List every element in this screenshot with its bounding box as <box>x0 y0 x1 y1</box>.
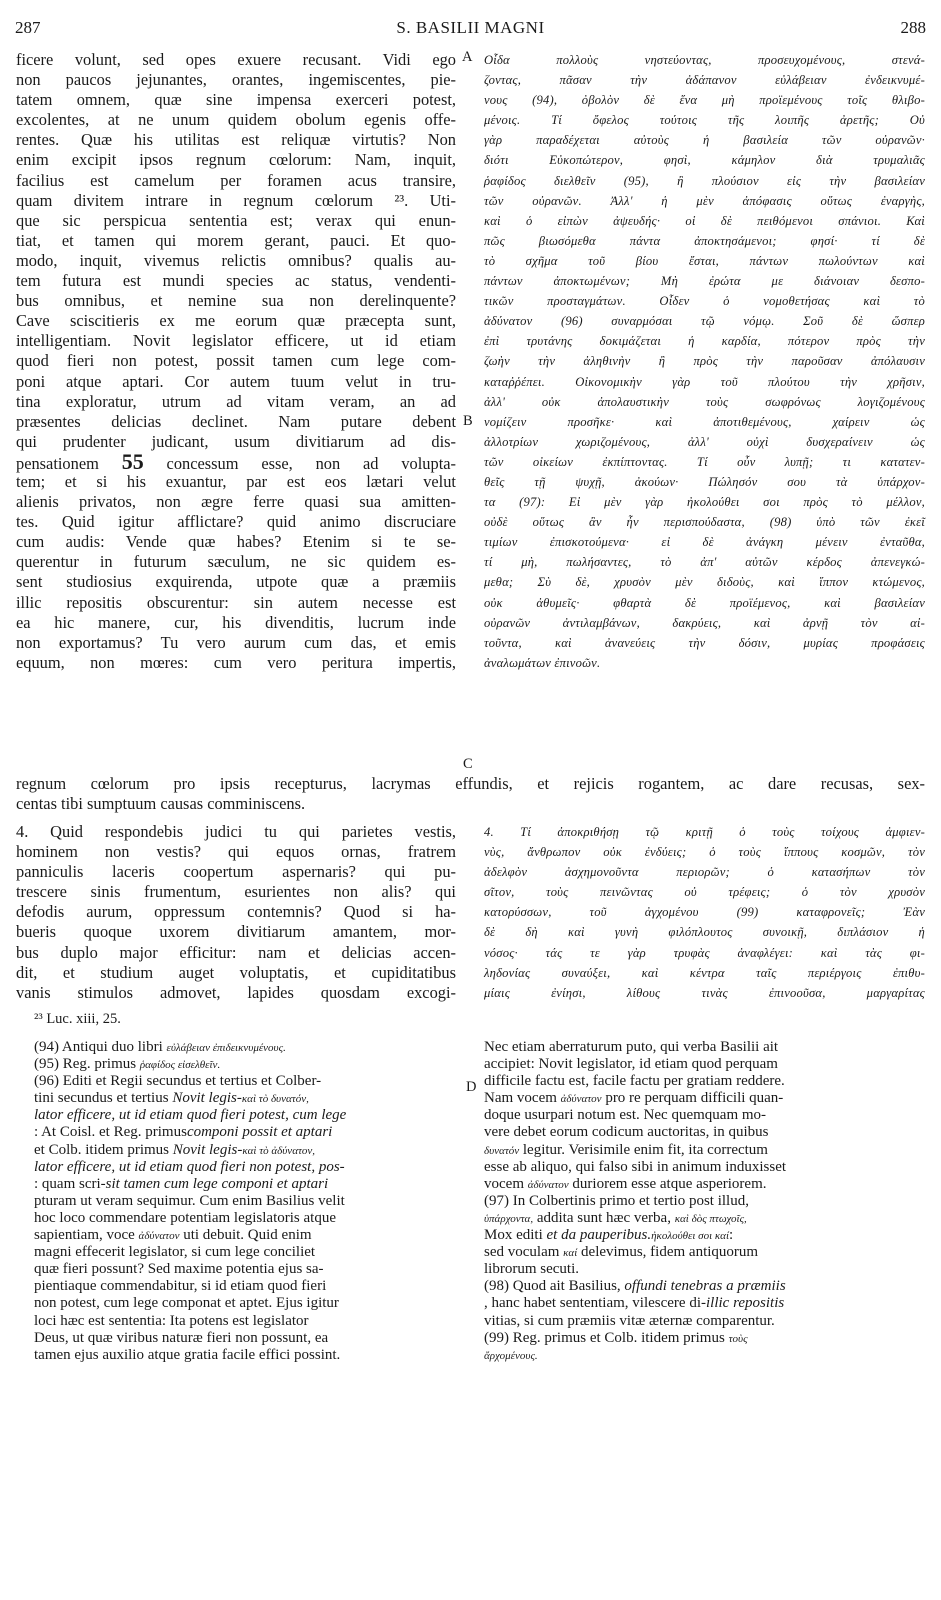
margin-letter-a: A <box>462 49 473 65</box>
latin-sec4-line: bueris quoque uxorem divitiarum amantem, mor- <box>16 922 456 942</box>
note-italic: lator efficere, ut id etiam quod fieri non potest, pos- <box>34 1158 345 1175</box>
note-text: vitias, si cum præmiis vitæ æternæ comparentur. <box>484 1312 775 1329</box>
note-text: accipiet: Novit legislator, id etiam quod perquam <box>484 1056 778 1073</box>
note-text: doque usurpari notum est. Nec quemquam mo- <box>484 1107 767 1124</box>
greek-line: ἀναλωμάτων ἐπινοῶν. <box>484 655 601 670</box>
latin-sec4-line: hominem non vestis? qui equos ornas, fratrem <box>16 842 456 862</box>
notes-left-column <box>34 1039 456 1364</box>
latin-line: equum, non mœres: cum vero peritura impertis, <box>16 652 456 672</box>
note-line <box>34 1330 456 1347</box>
note-italic: illic repositis <box>706 1295 785 1312</box>
latin-line: tem; et si his exuantur, par est eos lætari velut <box>16 471 456 491</box>
note-italic: offundi tenebras a præmiis <box>624 1278 786 1295</box>
greek-line: ῥαφίδος διελθεῖν (95), ἢ πλούσιον εἰς τὴν βασιλείαν <box>484 173 925 188</box>
latin-sec4-line: defodis aurum, oppressum contemnis? Quod si ha- <box>16 902 456 922</box>
note-text: (96) Editi et Regii secundus et tertius et Colber- <box>34 1073 322 1090</box>
latin-sec4-line: 4. Quid respondebis judici tu qui parietes vestis, <box>16 822 456 841</box>
note-line <box>484 1295 925 1312</box>
note-line <box>484 1347 925 1364</box>
latin-line: quam divitem intrare in regnum cœlorum ²³. Uti- <box>16 190 456 210</box>
note-line <box>34 1124 456 1141</box>
greek-sec4-line: κατορύσσων, τοῦ ἀγχομένου (99) καταφρονεῖς; Ἐὰν <box>484 905 925 920</box>
latin-line: bus omnibus, et nemine sua non derelinquente? <box>16 291 456 311</box>
greek-line: διότι Εὐκοπώτερον, φησὶ, κάμηλον διὰ τρυμαλιᾶς <box>484 153 925 168</box>
latin-line: Cave sciscitieris ex me eorum quæ præcepta sunt, <box>16 311 456 331</box>
greek-line: νους (94), ὀβολὸν δὲ ἕνα μὴ προϊεμένους τοῖς θλιβο- <box>484 93 925 108</box>
footnote-23: ²³ Luc. xiii, 25. <box>34 1011 121 1027</box>
note-text: , hanc habet sententiam, vilescere di- <box>484 1295 706 1312</box>
note-line <box>34 1107 456 1124</box>
latin-sec4-line: bus duplo major efficitur: nam et delicias accen- <box>16 942 456 962</box>
note-text: esse ab aliquo, qui falso sibi in animum induxisset <box>484 1158 787 1175</box>
note-text: Mox editi <box>484 1227 547 1244</box>
running-title: S. BASILII MAGNI <box>396 18 545 37</box>
greek-line: γὰρ παραδέχεται αὐτοὺς ἡ βασιλεία τῶν οὐρανῶν· <box>484 133 925 148</box>
note-text: : At Coisl. et Reg. primus <box>34 1124 187 1141</box>
note-greek: ἀδύνατον <box>527 1178 569 1191</box>
column-number: 55 <box>121 448 144 474</box>
note-line <box>34 1056 456 1073</box>
latin-line: sent studiosius exquirenda, utpote quæ a præmiis <box>16 572 456 592</box>
note-text: et Colb. itidem primus <box>34 1141 173 1158</box>
latin-line: ea hic manere, cur, his divenditis, lucrum inde <box>16 612 456 632</box>
note-line <box>34 1347 456 1364</box>
page-number-right: 288 <box>900 18 926 37</box>
note-text: sapientiam, voce <box>34 1227 139 1244</box>
note-greek: τοὺς <box>728 1332 748 1345</box>
latin-line: qui prudenter judicant, usum divitiarum ad dis- <box>16 431 456 451</box>
note-line <box>34 1227 456 1244</box>
greek-line: νομίζειν προσῆκε· καὶ ἀποτιθεμένους, χαίρειν ὡς <box>484 414 925 429</box>
latin-line: que sic perspicua sententia est; verax qui enun- <box>16 210 456 230</box>
greek-line: πῶς βιωσόμεθα πάντα ἀποκτησάμενοι; φησί· τί δὲ <box>484 233 925 248</box>
note-greek: ἠκολούθει σοι καί <box>651 1230 730 1243</box>
greek-sec4-line: μίαις ἐνίησι, λίθους τινὰς ἐπινοοῦσα, μαργαρίτας <box>484 985 925 1000</box>
margin-letter-d: D <box>466 1079 477 1095</box>
latin-column-upper <box>16 50 456 673</box>
note-text: tini secundus et tertius <box>34 1090 173 1107</box>
note-greek: καί <box>563 1247 578 1260</box>
note-line <box>484 1124 925 1141</box>
note-text: legitur. Verisimile enim fit, ita correctum <box>519 1141 768 1158</box>
note-line <box>484 1210 925 1227</box>
greek-line: οὐρανῶν ἀντιλαμβάνων, δακρύεις, καὶ ἀρνῇ τὸν αἰ- <box>484 615 925 630</box>
greek-line: τιμίων ἐπισκοτούμενα· εἰ δὲ ἀνάγκη μένειν ἐνταῦθα, <box>484 535 925 550</box>
note-line <box>34 1244 456 1261</box>
note-text: vere debet eorum codicum auctoritas, in quibus <box>484 1124 769 1141</box>
notes-right-column <box>484 1039 925 1364</box>
note-text: pro re perquam difficili quan- <box>601 1090 784 1107</box>
note-text: non potest, cum lege componat et aptet. Ejus igitur <box>34 1295 339 1312</box>
greek-sec4-line: σῖτον, τοὺς πεινῶντας οὐ τρέφεις; ὁ τὸν χρυσὸν <box>484 885 925 900</box>
note-text: Deus, ut quæ viribus naturæ fieri non possunt, ea <box>34 1329 329 1346</box>
greek-line: καταῤῥέπει. Οἰκονομικὴν γὰρ τοῦ πλούτου τὴν χρῆσιν, <box>484 374 925 389</box>
greek-line: Οἶδα πολλοὺς νηστεύοντας, προσευχομένους, στενά- <box>484 53 925 67</box>
greek-line: πάντων ἀποκτωμένων; Μὴ ἐρώτα με διάνοιαν δεσπο- <box>484 274 925 289</box>
note-line <box>34 1159 456 1176</box>
latin-line <box>16 448 456 474</box>
latin-line: quod fieri non potest, possit tamen cum lege com- <box>16 351 456 371</box>
page-number-left: 287 <box>15 18 41 37</box>
latin-line: excolentes, at ne unum quidem obolum egenis offe- <box>16 110 456 130</box>
latin-line-text: pensationem <box>16 453 122 473</box>
note-text: vocem <box>484 1175 528 1192</box>
greek-line: καὶ ὁ εἰπὼν ἀψευδής· οἱ δὲ πειθόμενοι σπάνιοι. Καὶ <box>484 213 925 228</box>
note-text: uti debuit. Quid enim <box>179 1227 312 1244</box>
greek-sec4-line: 4. Τί ἀποκριθήσῃ τῷ κριτῇ ὁ τοὺς τοίχους ἀμφιεν- <box>484 825 925 839</box>
greek-line: ζωὴν τὴν ἀληθινὴν ἢ πρὸς τὴν παροῦσαν ἀπόλαυσιν <box>484 354 925 369</box>
latin-section-4 <box>16 822 456 1003</box>
note-line <box>484 1313 925 1330</box>
note-line <box>34 1193 456 1210</box>
greek-line: ἀδύνατον (96) συναρμόσαι τῷ νόμῳ. Σοῦ δὲ ὥσπερ <box>484 314 925 329</box>
latin-sec4-line: panniculis laceris coopertum aspernaris? qui pu- <box>16 862 456 882</box>
latin-line: tina exploratur, utrum ad vitam veram, an ad <box>16 391 456 411</box>
greek-section-4 <box>484 822 925 1003</box>
greek-column-upper <box>484 50 925 673</box>
note-text: delevimus, fidem antiquorum <box>577 1244 759 1261</box>
note-line <box>484 1142 925 1159</box>
note-line <box>484 1330 925 1347</box>
note-text: quæ fieri possunt? Sed maxime potentia ejus sa- <box>34 1261 324 1278</box>
note-line <box>484 1073 925 1090</box>
note-greek: ἄρχομένους. <box>484 1349 538 1362</box>
note-text: sed voculam <box>484 1244 564 1261</box>
note-line <box>484 1244 925 1261</box>
note-text: (98) Quod ait Basilius, <box>484 1278 625 1295</box>
latin-line: querentur in futurum sæculum, ne sic quidem es- <box>16 552 456 572</box>
note-greek: καὶ τὸ δυνατόν, <box>241 1093 309 1106</box>
note-italic: sit tamen cum lege componi et aptari <box>105 1175 329 1192</box>
latin-line: tem futura est mundi species ac status, vendenti- <box>16 271 456 291</box>
latin-line: tes. Quid igitur afflictare? quid animo discruciare <box>16 512 456 532</box>
note-line <box>34 1176 456 1193</box>
note-italic: lator efficere, ut id etiam quod fieri potest, cum lege <box>34 1107 347 1124</box>
latin-line: facilius est camelum per foramen acus transire, <box>16 170 456 190</box>
note-text: Nam vocem <box>484 1090 561 1107</box>
greek-line: οὐκ ἀθυμεῖς· φθαρτὰ δὲ προϊέμενος, καὶ βασιλείαν <box>484 595 925 610</box>
greek-line: οὐδὲ οὕτως ἂν ἦν περισπούδαστα, (98) ὑπὸ τῶν ἐκεῖ <box>484 515 925 530</box>
latin-line: ficere volunt, sed opes exuere recusant. Vidi ego <box>16 50 456 69</box>
note-text: : quam scri- <box>34 1175 106 1192</box>
latin-line: poni atque aptari. Cor autem tuum velut in tru- <box>16 371 456 391</box>
note-line <box>484 1227 925 1244</box>
margin-letter-b: B <box>463 413 473 429</box>
latin-line: præsentes delicias declinet. Nam putare debent <box>16 411 456 431</box>
latin-full-width <box>16 774 925 814</box>
note-text: pturam ut veram sequimur. Cum enim Basilius velit <box>34 1192 345 1209</box>
note-text: addita sunt hæc verba, <box>533 1209 675 1226</box>
note-text: librorum secuti. <box>484 1261 579 1278</box>
note-text: hoc loco commendare potentiam legislatoris atque <box>34 1209 336 1226</box>
latin-line: rentes. Quæ his utilitas est reliquæ virtutis? Non <box>16 130 456 150</box>
note-line <box>34 1073 456 1090</box>
greek-sec4-line: νὺς, ἄνθρωπον οὐκ ἐνδύεις; ὁ τοὺς ἵππους κοσμῶν, τὸν <box>484 845 925 860</box>
note-italic: componi possit et aptari <box>186 1124 333 1141</box>
margin-letter-c: C <box>463 756 473 772</box>
note-italic: Novit legis- <box>172 1141 243 1158</box>
greek-line: ἐπὶ τρυτάνης δοκιμάζεται ἡ καρδία, πότερον πρὸς τὴν <box>484 334 925 349</box>
note-text: duriorem esse atque asperiorem. <box>568 1175 767 1192</box>
note-line <box>484 1039 925 1056</box>
note-line <box>484 1159 925 1176</box>
greek-line: ζοντας, πᾶσαν τὴν ἀδάπανον εὐλάβειαν ἐνδεικνυμέ- <box>484 73 925 88</box>
note-line <box>34 1039 456 1056</box>
latin-full-line: regnum cœlorum pro ipsis recepturus, lacrymas effundis, et rejicis rogantem, ac dare recusas, sex- <box>16 774 925 793</box>
note-text: pientiaque commendabitur, si id etiam quod fieri <box>34 1278 327 1295</box>
latin-line: enim excipit ipsos regnum cœlorum: Nam, inquit, <box>16 150 456 170</box>
note-greek: εὐλάβειαν ἐπιδεικνυμένους. <box>166 1042 286 1054</box>
running-header <box>15 18 926 44</box>
note-italic: Novit legis- <box>172 1090 242 1107</box>
latin-line: non paucos jejunantes, orantes, ingemiscentes, pie- <box>16 70 456 90</box>
note-greek: καὶ δὸς πτωχοῖς, <box>674 1212 747 1225</box>
note-line <box>484 1261 925 1278</box>
greek-line: θεῖς τῇ ψυχῇ, ἀκούων· Πώλησόν σου τὰ ὑπάρχον- <box>484 474 925 489</box>
note-text: (97) In Colbertinis primo et tertio post illud, <box>484 1192 749 1209</box>
note-text: (94) Antiqui duo libri <box>34 1039 167 1055</box>
greek-line: ἀλλοτρίων χωριζομένους, ἀλλ' οὐχὶ δυσχεραίνειν ὡς <box>484 434 925 449</box>
greek-line: μεθα; Σὺ δὲ, χρυσὸν μὲν διδοὺς, καὶ ἵππον κτώμενος, <box>484 575 925 590</box>
note-greek: δυνατόν <box>484 1144 520 1157</box>
note-line <box>34 1313 456 1330</box>
note-text: magni effecerit legislator, si cum lege conciliet <box>34 1244 316 1261</box>
note-line <box>34 1142 456 1159</box>
latin-sec4-line: dit, et studium auget voluptatis, et cupiditatibus <box>16 962 456 982</box>
note-line <box>34 1261 456 1278</box>
latin-line-text: concessum esse, non ad volupta- <box>143 453 456 473</box>
greek-line: τῶν οἰκείων ἐκπίπτοντας. Τί οὖν λυπῇ; τι κατατεν- <box>484 454 925 469</box>
note-text: loci hæc est sententia: Ita potens est legislator <box>34 1312 309 1329</box>
latin-line: intelligentiam. Novit legislator efficere, ut id etiam <box>16 331 456 351</box>
latin-line: tatem omnem, quæ sine impensa exerceri potest, <box>16 90 456 110</box>
greek-line: ἀλλ' οὐκ ἀπολαυστικὴν τοὺς σωφρόνως λογιζομένους <box>484 394 925 409</box>
note-greek: ἀδύνατον <box>560 1093 602 1106</box>
latin-line: tiat, et tamen qui morem gerant, pauci. Et quo- <box>16 230 456 250</box>
note-greek: ῥαφίδος εἰσελθεῖν. <box>139 1059 221 1072</box>
note-line <box>484 1107 925 1124</box>
greek-line: τικῶν προσταγμάτων. Οἶδεν ὁ νομοθετήσας καὶ τὸ <box>484 294 925 309</box>
note-text: Nec etiam aberraturum puto, qui verba Basilii ait <box>484 1039 779 1055</box>
greek-line: μένοις. Τί ὄφελος τούτοις τῆς λοιπῆς ἀρετῆς; Οὐ <box>484 113 925 128</box>
note-greek: ἀδύνατον <box>138 1230 180 1243</box>
note-line <box>34 1090 456 1107</box>
note-text: : <box>729 1227 734 1244</box>
greek-line: τοῦντα, καὶ ἀνανεύεις τὴν δόσιν, μυρίας προφάσεις <box>484 635 925 650</box>
note-line <box>484 1193 925 1210</box>
note-line <box>34 1210 456 1227</box>
note-text: (95) Reg. primus <box>34 1056 140 1073</box>
note-line <box>34 1278 456 1295</box>
note-italic: et da pauperibus. <box>546 1227 652 1244</box>
greek-sec4-line: ληδονίας συναύξει, καὶ κέντρα ταῖς περιέργοις ἐπιθυ- <box>484 965 925 980</box>
note-line <box>34 1295 456 1312</box>
greek-sec4-line: δὲ δὴ καὶ γυνὴ φιλόπλουτος συνοικῇ, διπλάσιον ἡ <box>484 925 925 940</box>
latin-full-line: centas tibi sumptuum causas comminiscens. <box>16 794 306 814</box>
greek-line: τί μὴ, πωλήσαντες, τὸ ἀπ' αὐτῶν κέρδος ἀπενεγκώ- <box>484 555 925 570</box>
latin-line: alienis privatos, non ægre ferre quasi sua amitten- <box>16 492 456 512</box>
note-text: difficile factu est, facile factu per gratiam reddere. <box>484 1073 785 1090</box>
latin-line: illic repositis obscurentur: sin autem necesse est <box>16 592 456 612</box>
greek-sec4-line: νόσος· τάς τε γὰρ τρυφὰς ἀναφλέγει: καὶ τὰς φι- <box>484 945 925 960</box>
greek-line: τῶν οὐρανῶν. Ἀλλ' ἡ μὲν ἀπόφασις οὕτως ἐναργὴς, <box>484 193 925 208</box>
note-line <box>484 1278 925 1295</box>
latin-sec4-line: vanis stimulos admovet, lapides quosdam excogi- <box>16 982 456 1002</box>
note-line <box>484 1056 925 1073</box>
latin-line: cum audis: Vende quæ habes? Etenim si te se- <box>16 532 456 552</box>
note-text: (99) Reg. primus et Colb. itidem primus <box>484 1329 729 1346</box>
note-text: tamen ejus auxilio atque gratia facile effici possint. <box>34 1346 341 1363</box>
note-line <box>484 1176 925 1193</box>
greek-sec4-line: ἀδελφὸν ἀσχημονοῦντα περιορῶν; ὁ κατασήπων τὸν <box>484 865 925 880</box>
note-greek: ὑπάρχοντα, <box>484 1212 534 1225</box>
note-greek: καὶ τὸ ἀδύνατον, <box>242 1144 316 1157</box>
latin-line: non exportamus? Tu vero aurum cum das, et emis <box>16 632 456 652</box>
note-line <box>484 1090 925 1107</box>
greek-line: τὸ σχῆμα τοῦ βίου ἔσται, πάντων πωλούντων καὶ <box>484 253 925 268</box>
latin-sec4-line: trescere sinis frumentum, esurientes non alis? qui <box>16 882 456 902</box>
latin-line: modo, inquit, vivemus relictis omnibus? qualis au- <box>16 250 456 270</box>
greek-line: τα (97): Εἰ μὲν γὰρ ἠκολούθει σοι πρὸς τὸ μέλλον, <box>484 495 925 510</box>
